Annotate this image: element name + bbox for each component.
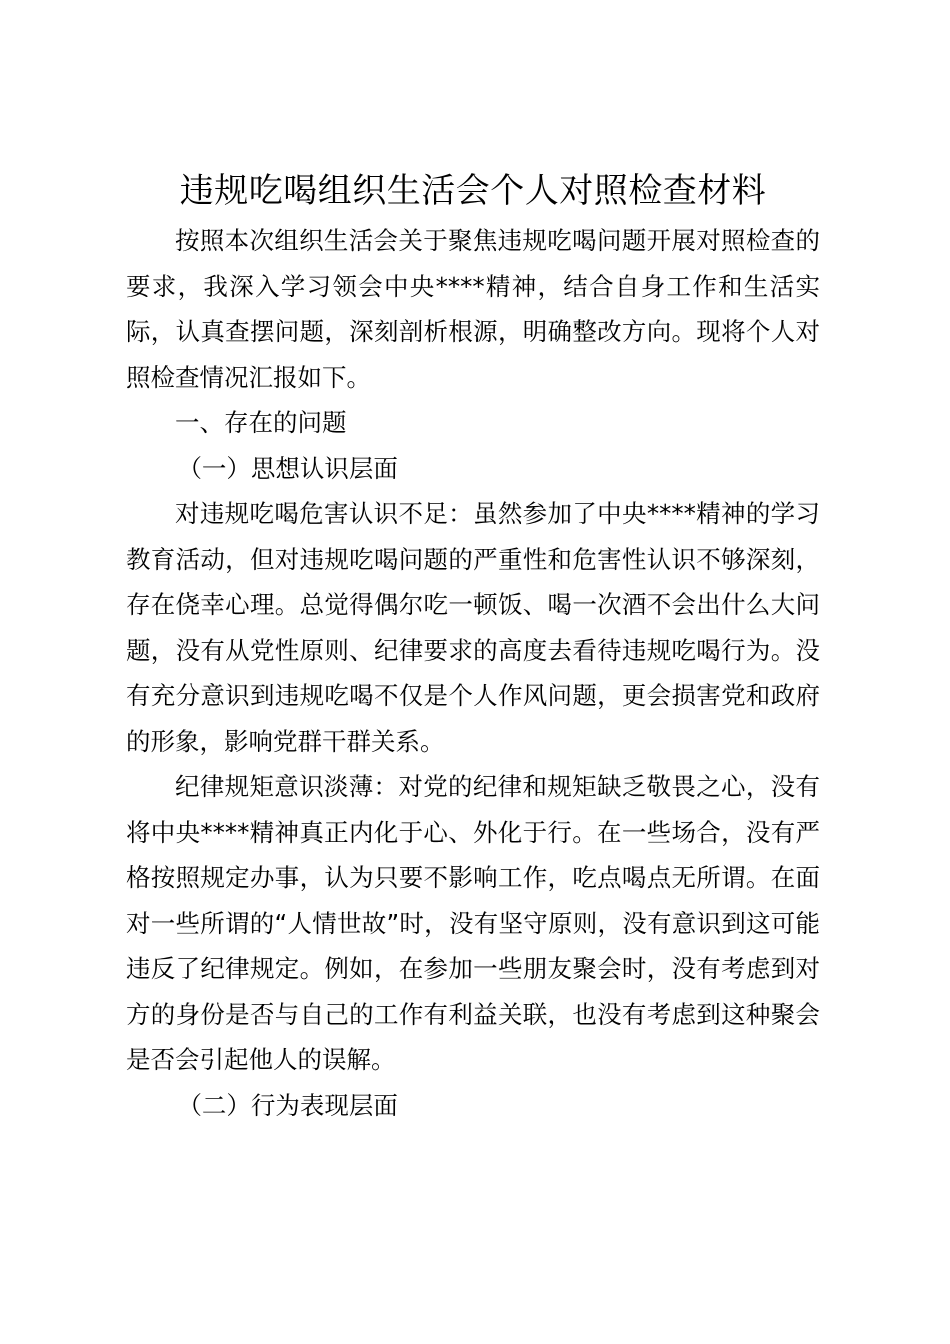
subsection-heading-thinking: （一）思想认识层面 bbox=[177, 453, 398, 483]
paragraph-awareness: 对违规吃喝危害认识不足：虽然参加了中央****精神的学习教育活动，但对违规吃喝问题的严重性和危害性认识不够深刻，存在侥幸心理。总觉得偶尔吃一顿饭、喝一次酒不会出什么大问题，没有从党性原则、纪律要求的高度去看待违规吃喝行为。没有充分意识到违规吃喝不仅是个人作风问题，更会损害党和政府的形象，影响党群干群关系。 bbox=[126, 499, 820, 756]
document-title: 违规吃喝组织生活会个人对照检查材料 bbox=[179, 171, 767, 211]
document-page bbox=[126, 166, 820, 1128]
paragraph-discipline: 纪律规矩意识淡薄：对党的纪律和规矩缺乏敬畏之心，没有将中央****精神真正内化于心、外化于行。在一些场合，没有严格按照规定办事，认为只要不影响工作，吃点喝点无所谓。在面对一些所谓的“人情世故”时，没有坚守原则，没有意识到这可能违反了纪律规定。例如，在参加一些朋友聚会时，没有考虑到对方的身份是否与自己的工作有利益关联，也没有考虑到这种聚会是否会引起他人的误解。 bbox=[126, 772, 820, 1074]
section-heading-problems: 一、存在的问题 bbox=[175, 408, 347, 437]
intro-paragraph: 按照本次组织生活会关于聚焦违规吃喝问题开展对照检查的要求，我深入学习领会中央****精神，结合自身工作和生活实际，认真查摆问题，深刻剖析根源，明确整改方向。现将个人对照检查情况汇报如下。 bbox=[126, 226, 820, 392]
subsection-heading-behavior: （二）行为表现层面 bbox=[177, 1090, 398, 1120]
